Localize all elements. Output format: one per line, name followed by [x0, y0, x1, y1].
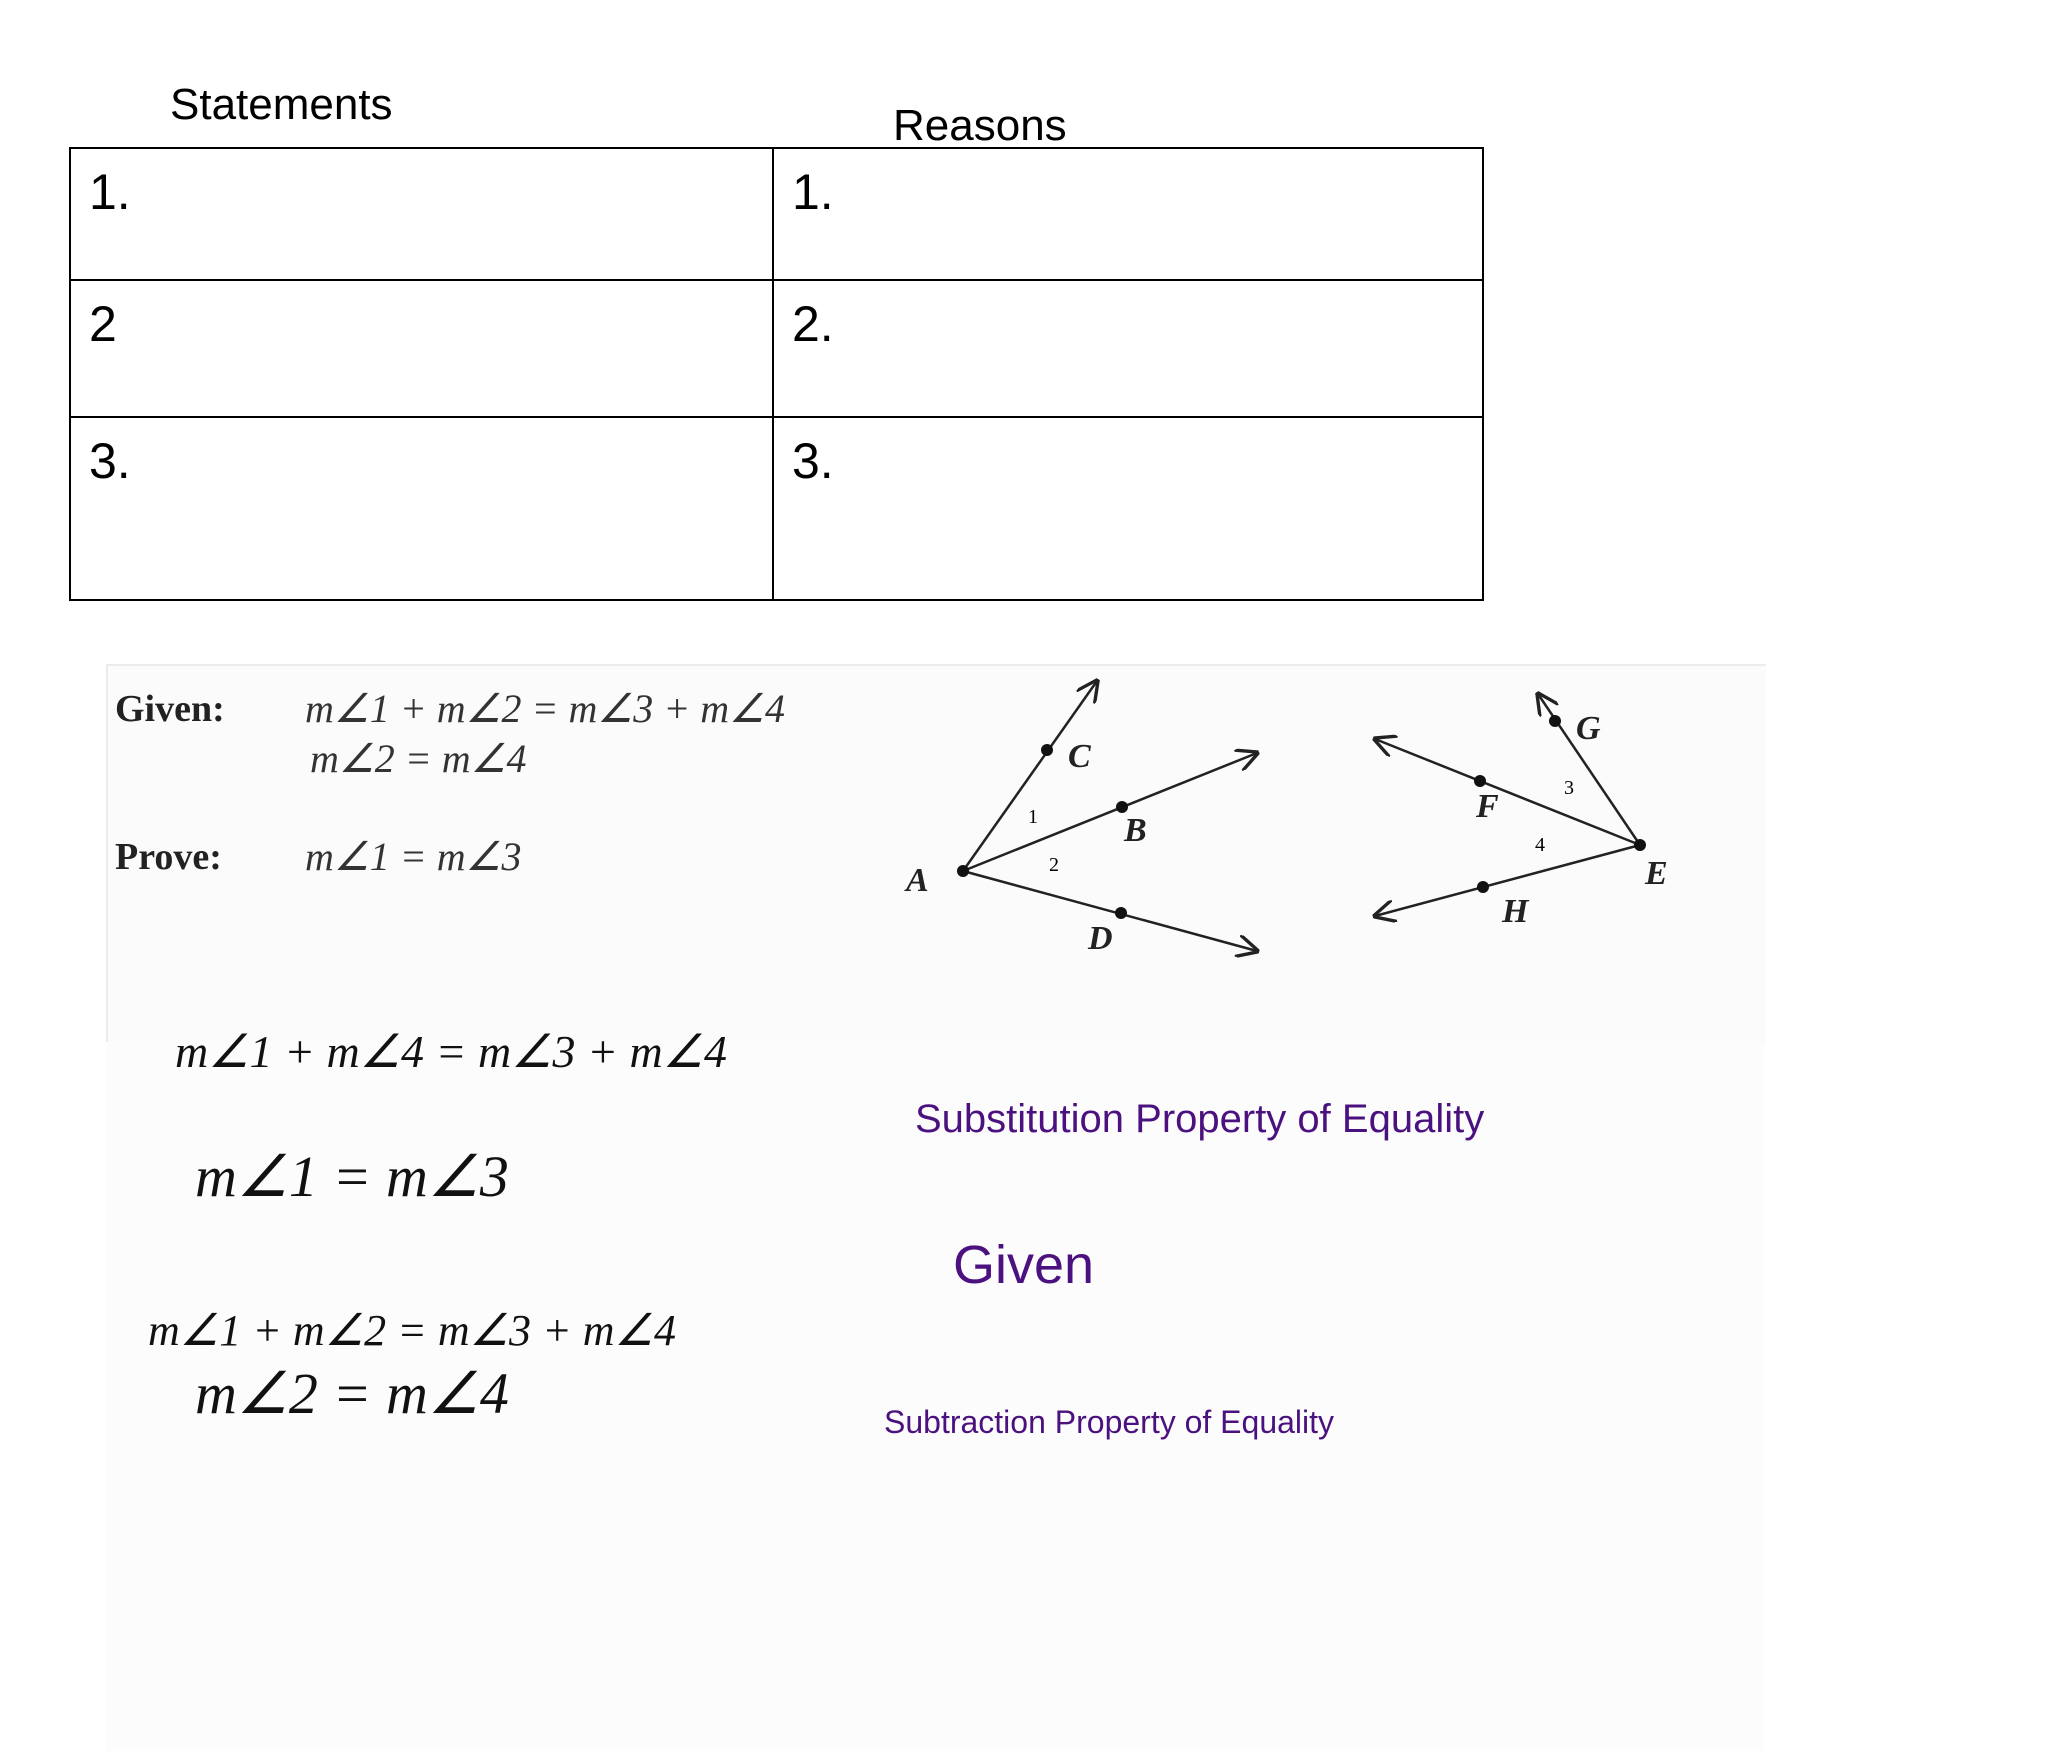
statement-cell-3[interactable]: 3. [70, 417, 773, 600]
reasons-header: Reasons [893, 101, 1067, 150]
given-equation-2: m∠2 = m∠4 [310, 736, 527, 781]
label-b: B [1124, 812, 1147, 849]
prove-label: Prove: [115, 836, 222, 878]
point-a [957, 865, 969, 877]
figure-1 [963, 681, 1257, 951]
label-g: G [1576, 710, 1601, 747]
reason-cell-1[interactable]: 1. [773, 148, 1483, 280]
ray-ac [963, 681, 1097, 871]
reason-option-substitution[interactable]: Substitution Property of Equality [915, 1097, 1485, 1141]
reason-cell-2[interactable]: 2. [773, 280, 1483, 417]
angle-1-label: 1 [1028, 806, 1038, 828]
statements-header: Statements [170, 80, 393, 129]
reason-option-given[interactable]: Given [953, 1235, 1095, 1295]
label-f: F [1476, 788, 1499, 825]
prove-equation: m∠1 = m∠3 [305, 834, 522, 879]
reason-cell-3[interactable]: 3. [773, 417, 1483, 600]
reason-option-subtraction[interactable]: Subtraction Property of Equality [884, 1404, 1335, 1440]
ray-ef [1375, 739, 1640, 845]
statement-option-substitution[interactable]: m∠1 + m∠4 = m∠3 + m∠4 [175, 1026, 727, 1077]
angle-4-label: 4 [1535, 834, 1545, 856]
label-a: A [906, 862, 929, 899]
angle-2-label: 2 [1049, 854, 1059, 876]
label-e: E [1645, 855, 1668, 892]
ray-ab [963, 753, 1257, 871]
statement-cell-1[interactable]: 1. [70, 148, 773, 280]
given-label: Given: [115, 688, 225, 730]
point-g [1549, 715, 1561, 727]
point-d [1115, 907, 1127, 919]
label-h: H [1502, 893, 1529, 930]
point-f [1474, 775, 1486, 787]
point-h [1477, 881, 1489, 893]
statement-option-given-2[interactable]: m∠2 = m∠4 [195, 1361, 509, 1426]
statement-cell-2[interactable]: 2 [70, 280, 773, 417]
label-c: C [1068, 738, 1091, 775]
statement-option-given-1[interactable]: m∠1 + m∠2 = m∠3 + m∠4 [148, 1306, 676, 1355]
angle-3-label: 3 [1564, 777, 1574, 799]
label-d: D [1088, 920, 1113, 957]
point-e [1634, 839, 1646, 851]
statement-option-conclusion[interactable]: m∠1 = m∠3 [195, 1144, 509, 1209]
given-equation-1: m∠1 + m∠2 = m∠3 + m∠4 [305, 686, 785, 731]
point-c [1041, 744, 1053, 756]
